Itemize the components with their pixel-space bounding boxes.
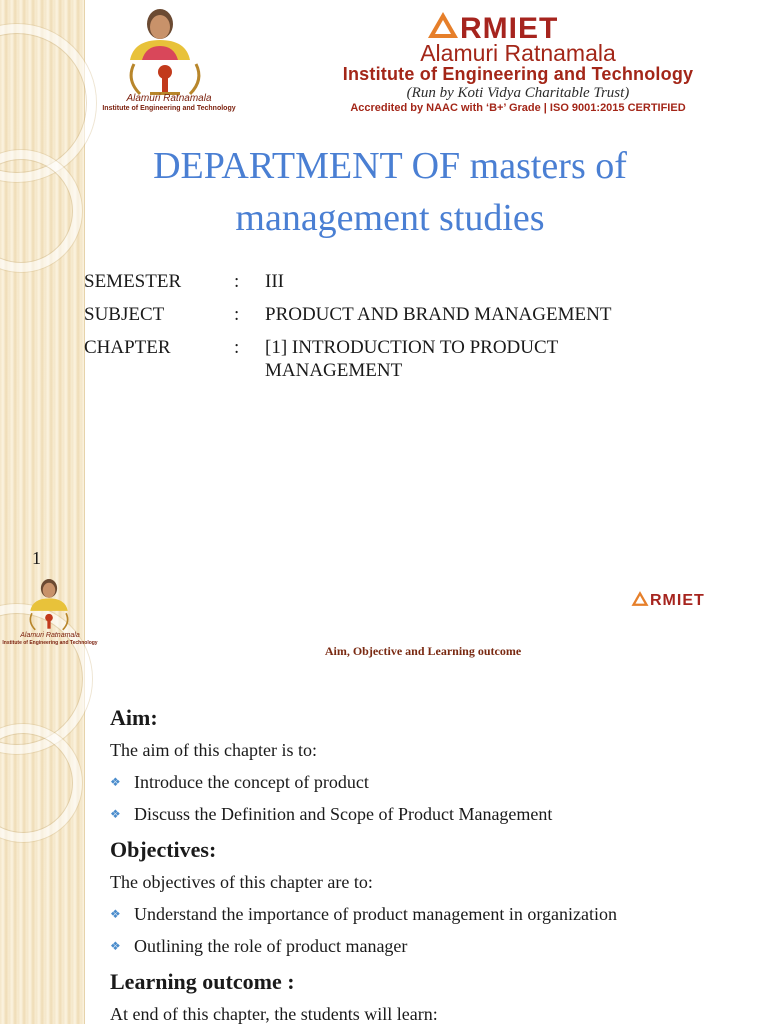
info-row-chapter <box>84 336 744 382</box>
list-item <box>110 930 750 962</box>
info-label: CHAPTER <box>84 337 171 358</box>
institute-logo-small <box>4 574 96 654</box>
institute-heading <box>270 42 766 117</box>
armiet-brand-text: RMIET <box>460 12 559 45</box>
logo-caption-institute: Institute of Engineering and Technology <box>2 640 98 646</box>
institute-logo <box>74 6 264 118</box>
department-title-line-2: management studies <box>235 197 545 239</box>
department-title-line-1: DEPARTMENT OF masters of <box>153 145 627 187</box>
list-item-text: Understand the importance of product management in organization <box>134 904 618 924</box>
objectives-intro: The objectives of this chapter are to: <box>110 872 373 892</box>
list-item <box>110 766 750 798</box>
armiet-a-triangle-icon <box>630 590 650 612</box>
objectives-heading: Objectives: <box>110 837 217 862</box>
department-title <box>90 140 690 244</box>
aim-intro: The aim of this chapter is to: <box>110 740 317 760</box>
diamond-bullet-icon: ❖ <box>110 807 121 821</box>
info-row-semester <box>84 270 744 293</box>
diamond-bullet-icon: ❖ <box>110 907 121 921</box>
diamond-bullet-icon: ❖ <box>110 939 121 953</box>
info-colon: : <box>234 304 240 325</box>
decorative-ring <box>0 150 82 272</box>
founder-photo <box>24 576 74 612</box>
logo-caption-name: Alamuri Ratnamala <box>20 632 80 639</box>
logo-caption-institute: Institute of Engineering and Technology <box>102 104 236 112</box>
decorative-side-strip <box>0 0 85 574</box>
list-item-text: Introduce the concept of product <box>134 772 369 792</box>
info-value: [1] INTRODUCTION TO PRODUCT MANAGEMENT <box>265 337 558 381</box>
armiet-brand-logo <box>630 590 705 612</box>
logo-caption-name: Alamuri Ratnamala <box>126 93 212 104</box>
page-number: 1 <box>32 548 41 568</box>
institute-full-name: Institute of Engineering and Technology <box>342 64 694 84</box>
info-value: PRODUCT AND BRAND MANAGEMENT <box>265 304 612 325</box>
info-row-subject <box>84 303 744 326</box>
info-label: SUBJECT <box>84 304 165 325</box>
logo-caption <box>74 94 264 112</box>
list-item-text: Outlining the role of product manager <box>134 936 408 956</box>
institute-emblem-icon <box>24 610 74 632</box>
slide-content <box>110 702 750 1024</box>
learning-outcome-heading: Learning outcome : <box>110 969 295 994</box>
institute-trust: (Run by Koti Vidya Charitable Trust) <box>406 84 630 101</box>
institute-emblem-icon <box>120 58 210 98</box>
armiet-brand-text: RMIET <box>650 592 705 609</box>
info-value: III <box>265 271 284 292</box>
diamond-bullet-icon: ❖ <box>110 775 121 789</box>
slide-2 <box>0 574 768 1024</box>
aim-heading: Aim: <box>110 705 158 730</box>
institute-name: Alamuri Ratnamala <box>420 40 616 66</box>
learning-outcome-intro: At end of this chapter, the students will learn: <box>110 1004 438 1024</box>
decorative-ring <box>0 724 82 842</box>
slide-title: Aim, Objective and Learning outcome <box>324 644 522 658</box>
course-info-table <box>84 270 744 392</box>
info-colon: : <box>234 271 240 292</box>
founder-photo <box>120 6 200 60</box>
info-label: SEMESTER <box>84 271 182 292</box>
list-item-text: Discuss the Definition and Scope of Product Management <box>134 804 553 824</box>
list-item <box>110 898 750 930</box>
institute-accreditation: Accredited by NAAC with ‘B+’ Grade | ISO 9001:2015 CERTIFIED <box>350 102 686 115</box>
info-colon: : <box>234 337 240 358</box>
list-item <box>110 798 750 830</box>
